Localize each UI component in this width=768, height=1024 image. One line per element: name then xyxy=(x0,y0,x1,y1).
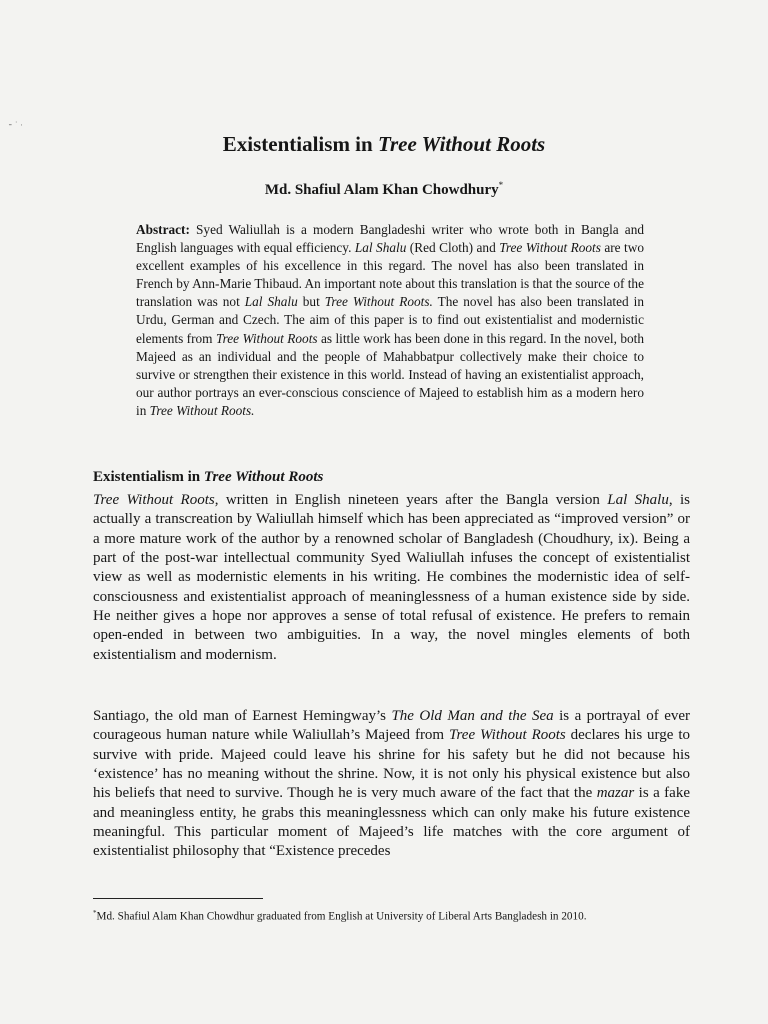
abstract-label: Abstract: xyxy=(136,222,190,237)
text-run: is a fake and meaningless entity, he grabs this meaninglessness which can only make his future existence meaningful. This particular moment of Majeed’s life matches with the core argument of existentialist philosophy that “Existence precedes xyxy=(93,785,690,860)
author-footnote-mark: * xyxy=(498,180,504,190)
section-heading-prefix: Existentialism in xyxy=(93,469,204,485)
italic-run: The Old Man and the Sea xyxy=(391,708,554,724)
italic-run: Tree Without Roots xyxy=(499,240,601,256)
footnote-text: Md. Shafiul Alam Khan Chowdhur graduated from English at University of Liberal Arts Bangladesh in 2010. xyxy=(96,910,587,923)
text-run: as little work has been done in this regard. In the novel, both Majeed as an individual and the people of Mahabbatpur collectively make their choice to survive or strengthen their existence in this world. Instead of having an existentialist approach, our author portrays an ever-conscious conscience of Majeed to establish him as a modern hero in xyxy=(136,330,644,418)
italic-run: Tree Without Roots. xyxy=(324,294,433,310)
footnote-mark: * xyxy=(93,909,97,917)
paper-title xyxy=(0,130,768,158)
abstract-body xyxy=(136,222,644,418)
italic-run: Tree Without Roots xyxy=(93,492,215,508)
italic-run: Tree Without Roots xyxy=(215,330,318,346)
italic-run: Lal Shalu xyxy=(607,492,669,508)
footnote-divider xyxy=(93,898,263,899)
text-run: is a portrayal of ever courageous human nature while Waliullah’s Majeed from xyxy=(93,708,691,744)
text-run: , written in English nineteen years after the Bangla version xyxy=(214,492,608,508)
section-heading-italic: Tree Without Roots xyxy=(203,469,324,485)
author-text: Md. Shafiul Alam Khan Chowdhury xyxy=(264,182,499,198)
text-run: (Red Cloth) and xyxy=(406,240,500,256)
body-paragraph xyxy=(93,707,690,862)
text-run: declares his urge to survive with pride. Majeed could leave his shrine for his safety but he did not because his ‘existence’ has no meaning without the shrine. Now, it is not only his physical existence but also his beliefs that need to survive. Though he is very much aware of the fact that the xyxy=(93,727,690,802)
scan-artifact: ⁃ ˙ · xyxy=(8,120,23,130)
text-run: are two excellent examples of his excellence in this regard. The novel has also been translated in French by Ann-Marie Thibaud. An important note about this translation is that the source of the translation was not xyxy=(136,240,644,310)
italic-run: mazar xyxy=(596,785,635,802)
section-heading xyxy=(93,467,323,487)
text-run: but xyxy=(297,294,325,310)
text-run: Santiago, the old man of Earnest Hemingway’s xyxy=(93,708,392,724)
abstract xyxy=(136,221,644,420)
italic-run: Tree Without Roots. xyxy=(149,402,255,418)
title-italic: Tree Without Roots xyxy=(377,132,546,156)
italic-run: Lal Shalu xyxy=(354,240,407,256)
author-name xyxy=(0,175,768,200)
footnote xyxy=(93,906,690,925)
italic-run: Lal Shalu xyxy=(244,294,298,310)
body-paragraph xyxy=(93,491,690,665)
text-run: The novel has also been translated in Urdu, German and Czech. The aim of this paper is to find out existentialist and modernistic elements from xyxy=(136,294,645,346)
text-run: Syed Waliullah is a modern Bangladeshi writer who wrote both in Bangla and English languages with equal efficiency. xyxy=(136,222,644,256)
title-prefix: Existentialism in xyxy=(222,132,378,156)
text-run: , is actually a transcreation by Waliullah himself which has been appreciated as “improved version” or a more mature work of the author by a renowned scholar of Bangladesh (Choudhury, ix). Being a part of the post-war intellectual community Syed Waliullah infuses the concept of existentialist view as well as modernistic elements in his writing. He combines the modernistic idea of self-consciousness and existentialist approach of meaninglessness of a human existence side by side. He neither gives a hope nor approves a sense of total refusal of existence. He prefers to remain open-ended in between two ambiguities. In a way, the novel mingles elements of both existentialism and modernism. xyxy=(93,492,691,663)
italic-run: Tree Without Roots xyxy=(449,727,566,744)
